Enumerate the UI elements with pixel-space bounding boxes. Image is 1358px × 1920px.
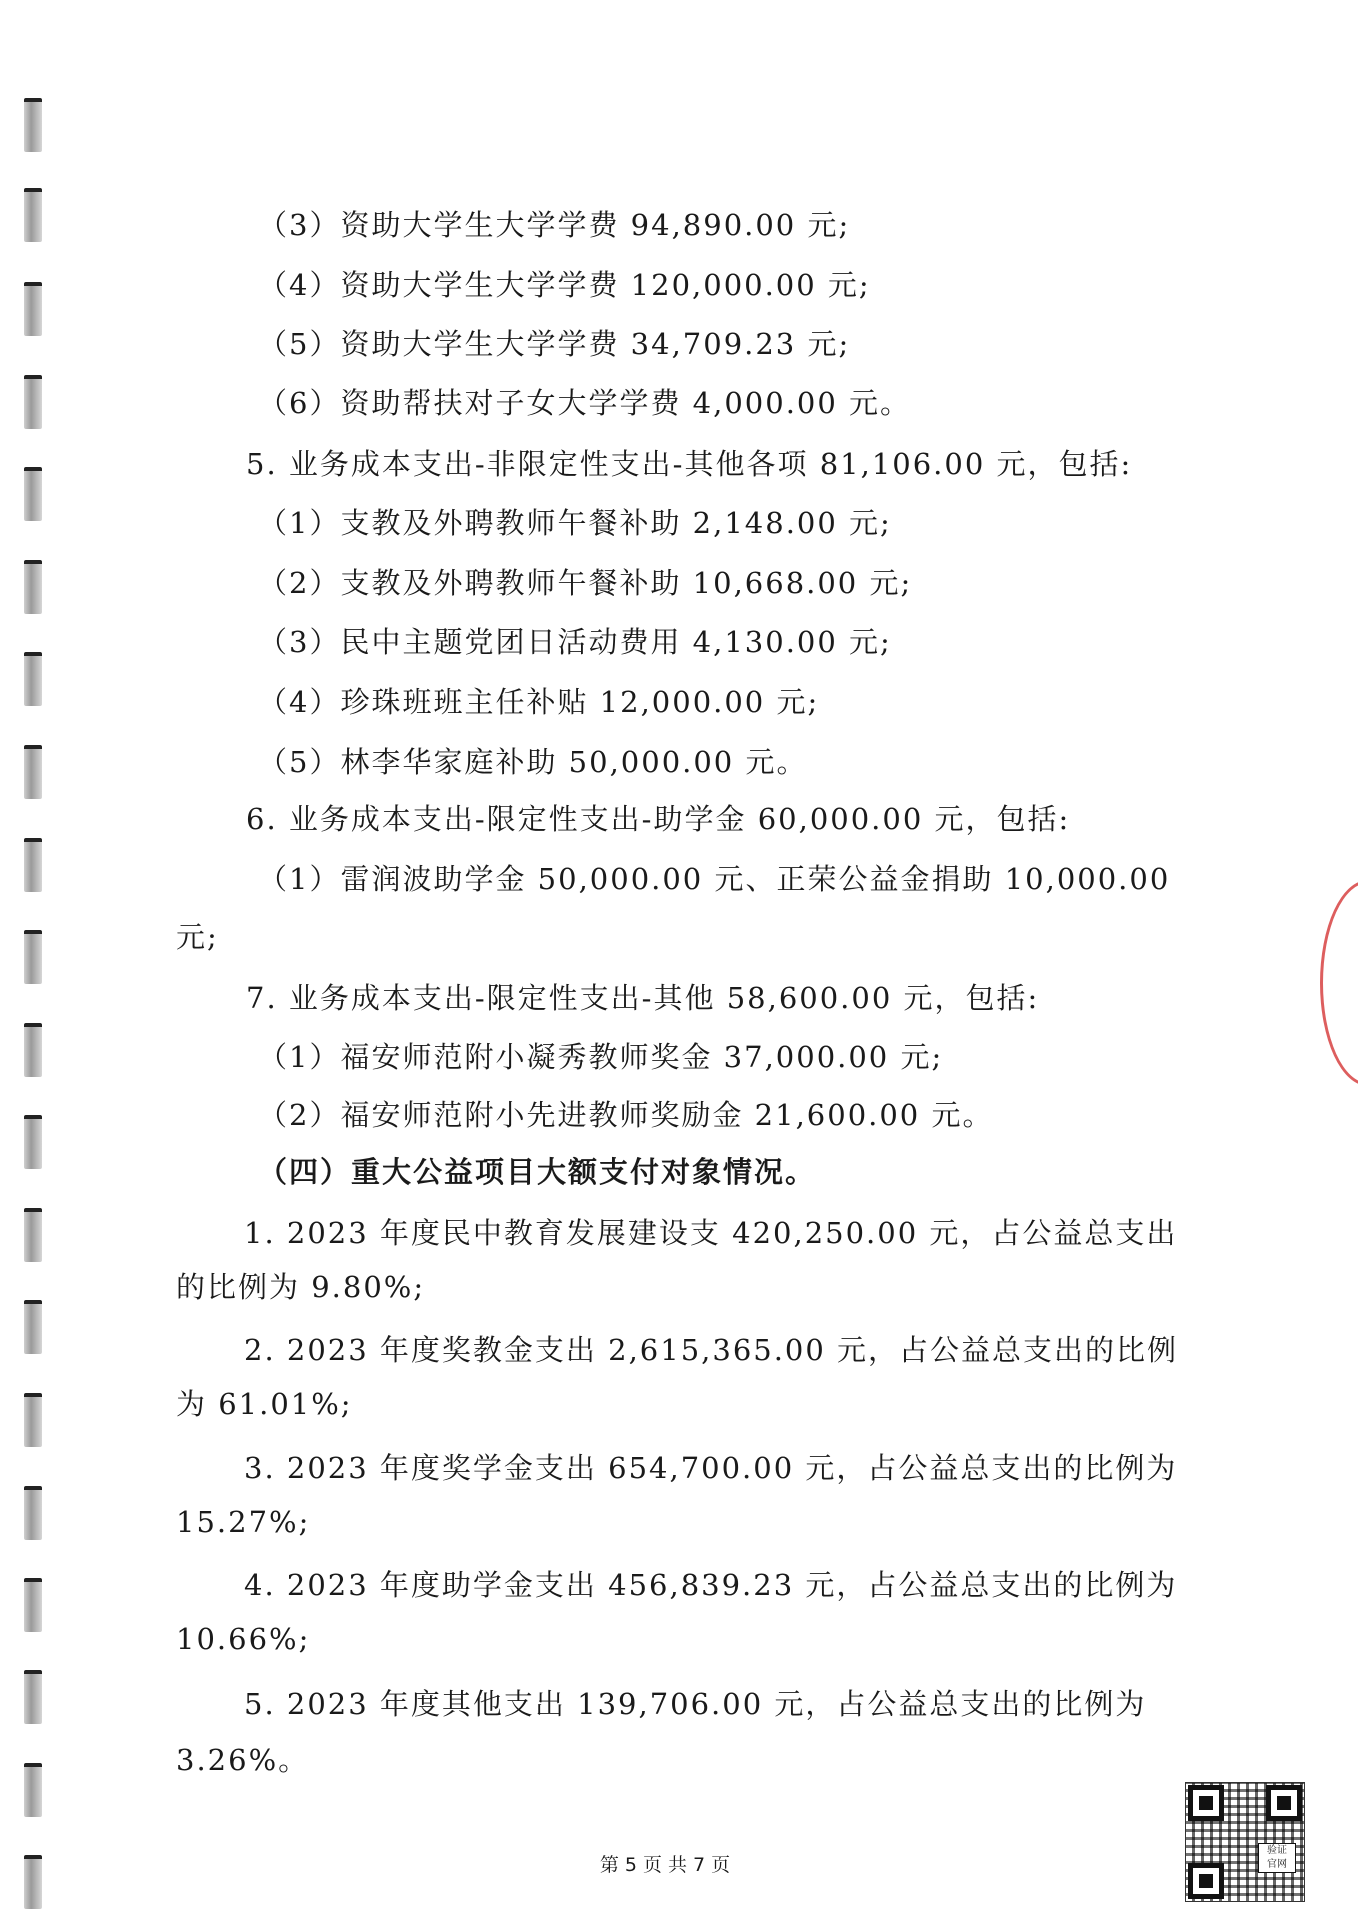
text-line: （1）雷润波助学金 50,000.00 元、正荣公益金捐助 10,000.00: [258, 862, 1171, 896]
text-line: 5. 2023 年度其他支出 139,706.00 元，占公益总支出的比例为: [244, 1687, 1147, 1721]
text-line: （3）民中主题党团日活动费用 4,130.00 元;: [258, 625, 892, 659]
binding-hole: [24, 188, 42, 242]
text-line: （2）支教及外聘教师午餐补助 10,668.00 元;: [258, 566, 913, 600]
binding-hole: [24, 745, 42, 799]
qr-code[interactable]: [1185, 1782, 1305, 1902]
qr-finder-pattern: [1266, 1785, 1302, 1821]
text-line: 7. 业务成本支出-限定性支出-其他 58,600.00 元，包括:: [246, 981, 1040, 1015]
binding-hole: [24, 282, 42, 336]
binding-hole: [24, 1300, 42, 1354]
text-line: 2. 2023 年度奖教金支出 2,615,365.00 元，占公益总支出的比例: [244, 1333, 1179, 1367]
binding-hole: [24, 838, 42, 892]
text-line: （1）支教及外聘教师午餐补助 2,148.00 元;: [258, 506, 892, 540]
text-line: （5）资助大学生大学学费 34,709.23 元;: [258, 327, 851, 361]
binding-hole: [24, 1208, 42, 1262]
binding-hole: [24, 1393, 42, 1447]
binding-hole: [24, 560, 42, 614]
qr-finder-pattern: [1188, 1785, 1224, 1821]
text-line: 4. 2023 年度助学金支出 456,839.23 元，占公益总支出的比例为: [244, 1568, 1178, 1602]
binding-hole: [24, 930, 42, 984]
text-line: （1）福安师范附小凝秀教师奖金 37,000.00 元;: [258, 1040, 944, 1074]
text-line: 15.27%;: [176, 1505, 311, 1539]
binding-hole: [24, 1023, 42, 1077]
binding-hole: [24, 1763, 42, 1817]
text-line: （5）林李华家庭补助 50,000.00 元。: [258, 745, 808, 779]
text-line: 10.66%;: [176, 1622, 311, 1656]
text-line: 的比例为 9.80%;: [176, 1270, 426, 1304]
text-line: （4）珍珠班班主任补贴 12,000.00 元;: [258, 685, 820, 719]
seal-stamp-fragment: [1320, 880, 1358, 1086]
binding-holes: [24, 0, 50, 1920]
binding-hole: [24, 375, 42, 429]
text-line: 6. 业务成本支出-限定性支出-助学金 60,000.00 元，包括:: [246, 802, 1071, 836]
binding-hole: [24, 652, 42, 706]
binding-hole: [24, 1578, 42, 1632]
section-heading: （四）重大公益项目大额支付对象情况。: [258, 1155, 817, 1189]
binding-hole: [24, 1670, 42, 1724]
qr-label: 验证 官网: [1258, 1843, 1296, 1873]
text-line: 1. 2023 年度民中教育发展建设支 420,250.00 元，占公益总支出: [244, 1216, 1178, 1250]
text-line: 为 61.01%;: [176, 1387, 353, 1421]
binding-hole: [24, 1486, 42, 1540]
text-line: （3）资助大学生大学学费 94,890.00 元;: [258, 208, 851, 242]
text-line: 3. 2023 年度奖学金支出 654,700.00 元，占公益总支出的比例为: [244, 1451, 1178, 1485]
binding-hole: [24, 1115, 42, 1169]
binding-hole: [24, 467, 42, 521]
text-line: （4）资助大学生大学学费 120,000.00 元;: [258, 268, 871, 302]
text-line: （6）资助帮扶对子女大学学费 4,000.00 元。: [258, 386, 912, 420]
text-line: 3.26%。: [176, 1743, 310, 1777]
qr-finder-pattern: [1188, 1863, 1224, 1899]
page-number: 第 5 页 共 7 页: [599, 1854, 731, 1876]
text-line: 元;: [176, 920, 219, 954]
binding-hole: [24, 98, 42, 152]
text-line: （2）福安师范附小先进教师奖励金 21,600.00 元。: [258, 1098, 994, 1132]
text-line: 5. 业务成本支出-非限定性支出-其他各项 81,106.00 元，包括:: [246, 447, 1133, 481]
